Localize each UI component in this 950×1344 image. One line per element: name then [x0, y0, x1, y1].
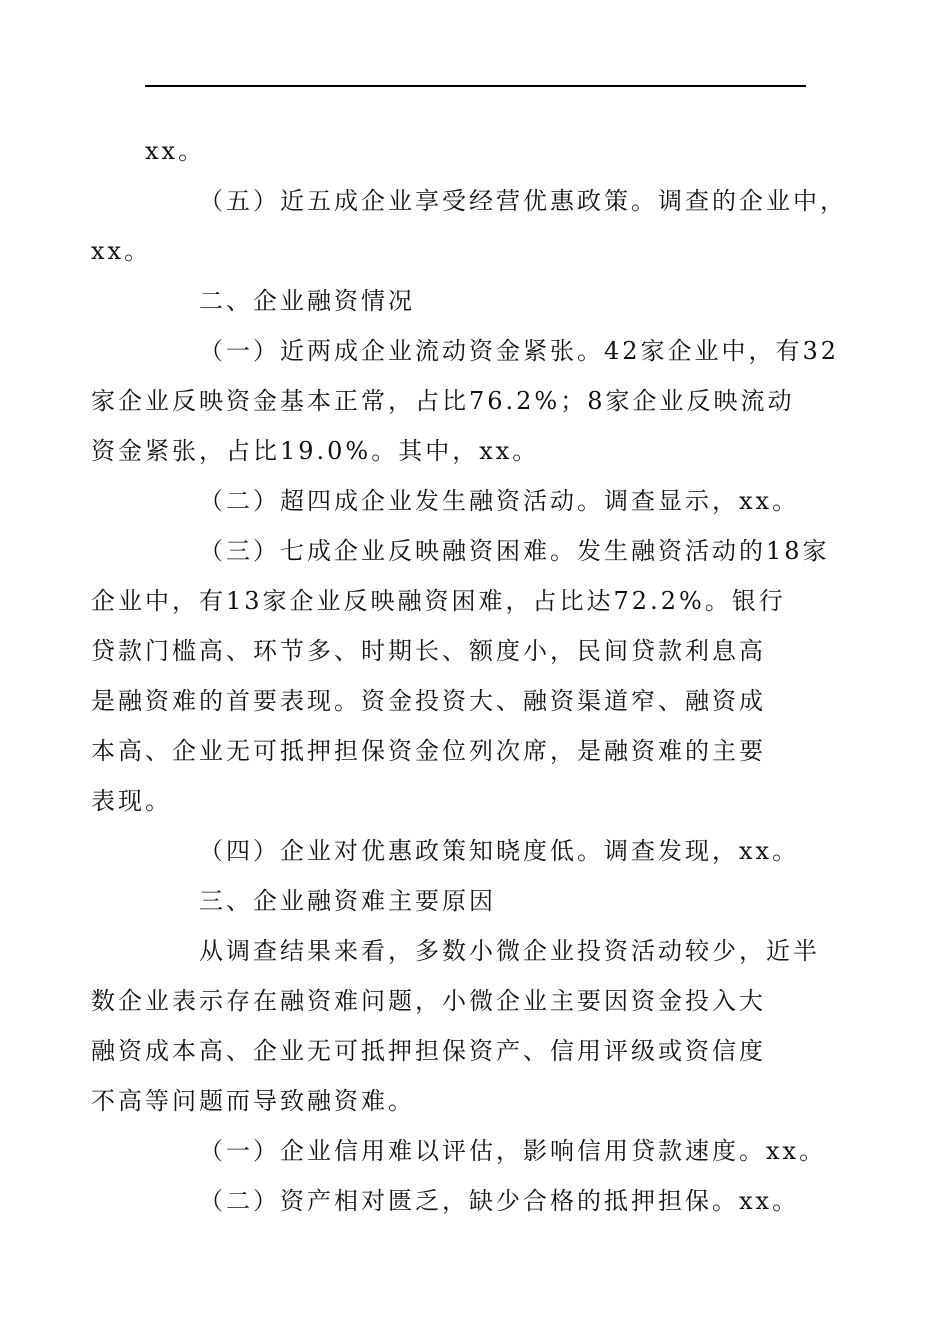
section-heading-financing-situation — [145, 276, 806, 326]
document-body — [91, 126, 847, 1226]
text-line: 家企业反映资金基本正常，占比76.2%；8家企业反映流动 — [91, 387, 795, 415]
text-line: （二）资产相对匮乏，缺少合格的抵押担保。xx。 — [199, 1187, 800, 1215]
paragraph-survey-summary — [91, 926, 820, 1126]
paragraph-continuation — [145, 126, 806, 176]
text-line: 本高、企业无可抵押担保资金位列次席，是融资难的主要 — [91, 737, 766, 765]
paragraph-financing-activity — [145, 476, 806, 526]
text-line: （二）超四成企业发生融资活动。调查显示，xx。 — [199, 487, 800, 515]
text-line: 三、企业融资难主要原因 — [199, 887, 496, 915]
header-rule — [145, 85, 806, 87]
text-line: （三）七成企业反映融资困难。发生融资活动的18家 — [199, 537, 830, 565]
text-line: 表现。 — [91, 787, 172, 815]
text-line: 企业中，有13家企业反映融资困难，占比达72.2%。银行 — [91, 587, 786, 615]
text-line: xx。 — [145, 137, 206, 165]
text-line: （一）企业信用难以评估，影响信用贷款速度。xx。 — [199, 1137, 827, 1165]
paragraph-five-preferential-policies — [91, 176, 847, 276]
text-line: 资金紧张，占比19.0%。其中，xx。 — [91, 437, 540, 465]
paragraph-policy-awareness — [145, 826, 806, 876]
text-line: 数企业表示存在融资难问题，小微企业主要因资金投入大 — [91, 987, 766, 1015]
text-line: （四）企业对优惠政策知晓度低。调查发现，xx。 — [199, 837, 800, 865]
paragraph-credit-assessment — [145, 1126, 827, 1176]
text-line: 贷款门槛高、环节多、时期长、额度小，民间贷款利息高 — [91, 637, 766, 665]
text-line: 是融资难的首要表现。资金投资大、融资渠道窄、融资成 — [91, 687, 766, 715]
text-line: 二、企业融资情况 — [199, 287, 415, 315]
text-line: 从调查结果来看，多数小微企业投资活动较少，近半 — [199, 937, 820, 965]
text-line: 不高等问题而导致融资难。 — [91, 1087, 415, 1115]
paragraph-collateral-shortage — [145, 1176, 806, 1226]
paragraph-working-capital — [91, 326, 840, 476]
text-line: xx。 — [91, 237, 152, 265]
paragraph-financing-difficulty — [91, 526, 830, 826]
text-line: （五）近五成企业享受经营优惠政策。调查的企业中， — [199, 187, 847, 215]
section-heading-main-causes — [145, 876, 806, 926]
text-line: 融资成本高、企业无可抵押担保资产、信用评级或资信度 — [91, 1037, 766, 1065]
text-line: （一）近两成企业流动资金紧张。42家企业中，有32 — [199, 337, 840, 365]
